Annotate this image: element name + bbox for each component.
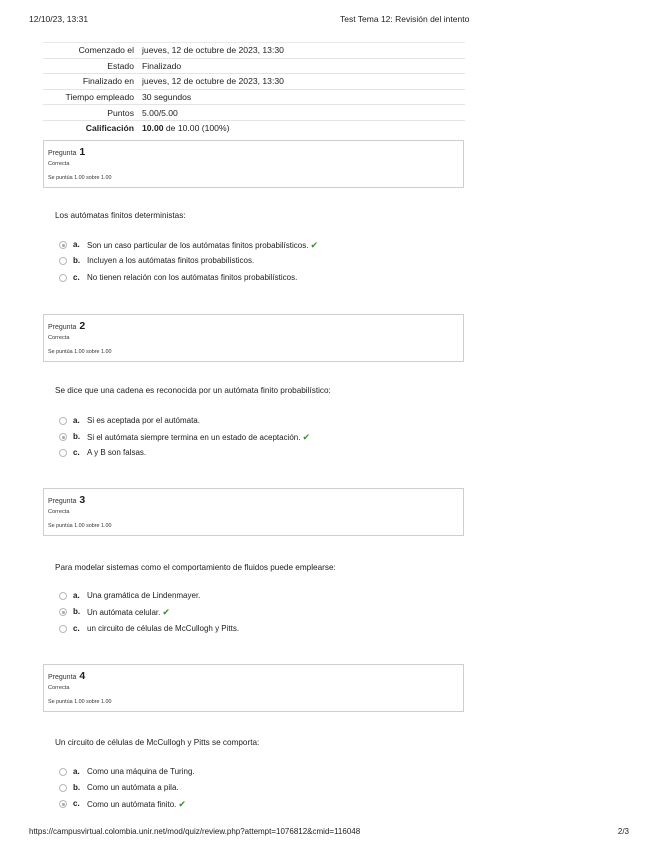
question-info-4 — [43, 664, 464, 712]
print-footer — [29, 827, 629, 839]
answer-text: No tienen relación con los autómatas finitos probabilísticos. — [87, 273, 298, 282]
answer-label: Son un caso particular de los autómatas finitos probabilísticos. — [87, 241, 309, 250]
radio-checked-icon[interactable] — [59, 433, 67, 441]
answer-letter: c. — [73, 273, 80, 282]
question-grade: Se puntúa 1.00 sobre 1.00 — [48, 699, 112, 705]
answer-text — [87, 240, 318, 251]
answer-text — [87, 607, 170, 618]
check-icon: ✔ — [310, 240, 318, 250]
radio-icon[interactable] — [59, 417, 67, 425]
summary-row-grade — [43, 120, 465, 135]
radio-checked-icon[interactable] — [59, 800, 67, 808]
page-number: 2/3 — [617, 827, 629, 836]
question-title — [48, 320, 85, 332]
answer-letter: a. — [73, 591, 80, 600]
question-state: Correcta — [48, 509, 70, 515]
question-title — [48, 670, 85, 682]
answer-text: Una gramática de Lindenmayer. — [87, 591, 201, 600]
grade-score: 10.00 — [142, 123, 164, 134]
question-grade: Se puntúa 1.00 sobre 1.00 — [48, 175, 112, 181]
check-icon: ✔ — [162, 607, 170, 617]
summary-row-time-taken — [43, 89, 465, 105]
answer-letter: b. — [73, 607, 81, 616]
summary-row-started — [43, 43, 465, 59]
question-label: Pregunta — [48, 150, 77, 157]
summary-value: jueves, 12 de octubre de 2023, 13:30 — [142, 74, 465, 90]
summary-value: jueves, 12 de octubre de 2023, 13:30 — [142, 43, 465, 59]
answer-text: Si es aceptada por el autómata. — [87, 416, 200, 425]
answer-text: un circuito de células de McCullogh y Pitts. — [87, 624, 240, 633]
question-state: Correcta — [48, 161, 70, 167]
answer-text: Incluyen a los autómatas finitos probabilísticos. — [87, 256, 255, 265]
summary-label: Tiempo empleado — [43, 89, 142, 105]
answer-text: Como un autómata a pila. — [87, 783, 179, 792]
question-label: Pregunta — [48, 324, 77, 331]
radio-checked-icon[interactable] — [59, 608, 67, 616]
question-text-3: Para modelar sistemas como el comportamiento de fluidos puede emplearse: — [55, 563, 336, 572]
summary-label: Finalizado en — [43, 74, 142, 90]
summary-value: 30 segundos — [142, 89, 465, 105]
answer-text: Como una máquina de Turing. — [87, 767, 195, 776]
radio-icon[interactable] — [59, 257, 67, 265]
print-header — [29, 14, 629, 28]
summary-row-state — [43, 58, 465, 74]
answer-label: Si el autómata siempre termina en un estado de aceptación. — [87, 433, 301, 442]
answer-text: A y B son falsas. — [87, 448, 147, 457]
summary-label: Comenzado el — [43, 43, 142, 59]
attempt-summary-table — [43, 42, 465, 136]
summary-value: 5.00/5.00 — [142, 105, 465, 121]
question-state: Correcta — [48, 335, 70, 341]
summary-label: Estado — [43, 58, 142, 74]
radio-icon[interactable] — [59, 784, 67, 792]
question-grade: Se puntúa 1.00 sobre 1.00 — [48, 523, 112, 529]
radio-icon[interactable] — [59, 274, 67, 282]
question-info-3 — [43, 488, 464, 536]
radio-icon[interactable] — [59, 768, 67, 776]
answer-letter: b. — [73, 783, 81, 792]
check-icon: ✔ — [302, 432, 311, 442]
print-date: 12/10/23, 13:31 — [29, 14, 89, 24]
question-number: 2 — [79, 320, 86, 332]
question-text-2: Se dice que una cadena es reconocida por un autómata finito probabilístico: — [55, 386, 331, 395]
answer-letter: c. — [73, 799, 80, 808]
question-info-1 — [43, 140, 464, 188]
question-number: 1 — [79, 146, 86, 158]
question-number: 3 — [79, 494, 86, 506]
grade-rest: de 10.00 (100%) — [163, 123, 230, 134]
question-grade: Se puntúa 1.00 sobre 1.00 — [48, 349, 112, 355]
question-title — [48, 146, 85, 158]
answer-letter: c. — [73, 448, 80, 457]
radio-icon[interactable] — [59, 625, 67, 633]
question-text-1: Los autómatas finitos deterministas: — [55, 211, 186, 220]
question-info-2 — [43, 314, 464, 362]
summary-label: Calificación — [43, 120, 142, 135]
check-icon: ✔ — [178, 799, 186, 809]
answer-letter: c. — [73, 624, 80, 633]
answer-text — [87, 432, 310, 443]
answer-letter: a. — [73, 767, 80, 776]
answer-letter: b. — [73, 432, 81, 441]
summary-label: Puntos — [43, 105, 142, 121]
answer-letter: a. — [73, 240, 80, 249]
summary-row-finished — [43, 74, 465, 90]
print-page-title: Test Tema 12: Revisión del intento — [340, 14, 470, 24]
print-url: https://campusvirtual.colombia.unir.net/mod/quiz/review.php?attempt=1076812&cmid=116048 — [29, 827, 361, 836]
answer-text — [87, 799, 186, 810]
question-number: 4 — [79, 670, 86, 682]
summary-row-marks — [43, 105, 465, 121]
answer-letter: a. — [73, 416, 80, 425]
radio-checked-icon[interactable] — [59, 241, 67, 249]
question-state: Correcta — [48, 685, 70, 691]
summary-value: Finalizado — [142, 58, 465, 74]
summary-value — [142, 120, 465, 135]
answer-label: Un autómata celular. — [87, 608, 161, 617]
question-title — [48, 494, 85, 506]
radio-icon[interactable] — [59, 592, 67, 600]
question-label: Pregunta — [48, 498, 77, 505]
answer-label: Como un autómata finito. — [87, 800, 177, 809]
question-text-4: Un circuito de células de McCullogh y Pitts se comporta: — [55, 738, 260, 747]
radio-icon[interactable] — [59, 449, 67, 457]
question-label: Pregunta — [48, 674, 77, 681]
answer-letter: b. — [73, 256, 81, 265]
